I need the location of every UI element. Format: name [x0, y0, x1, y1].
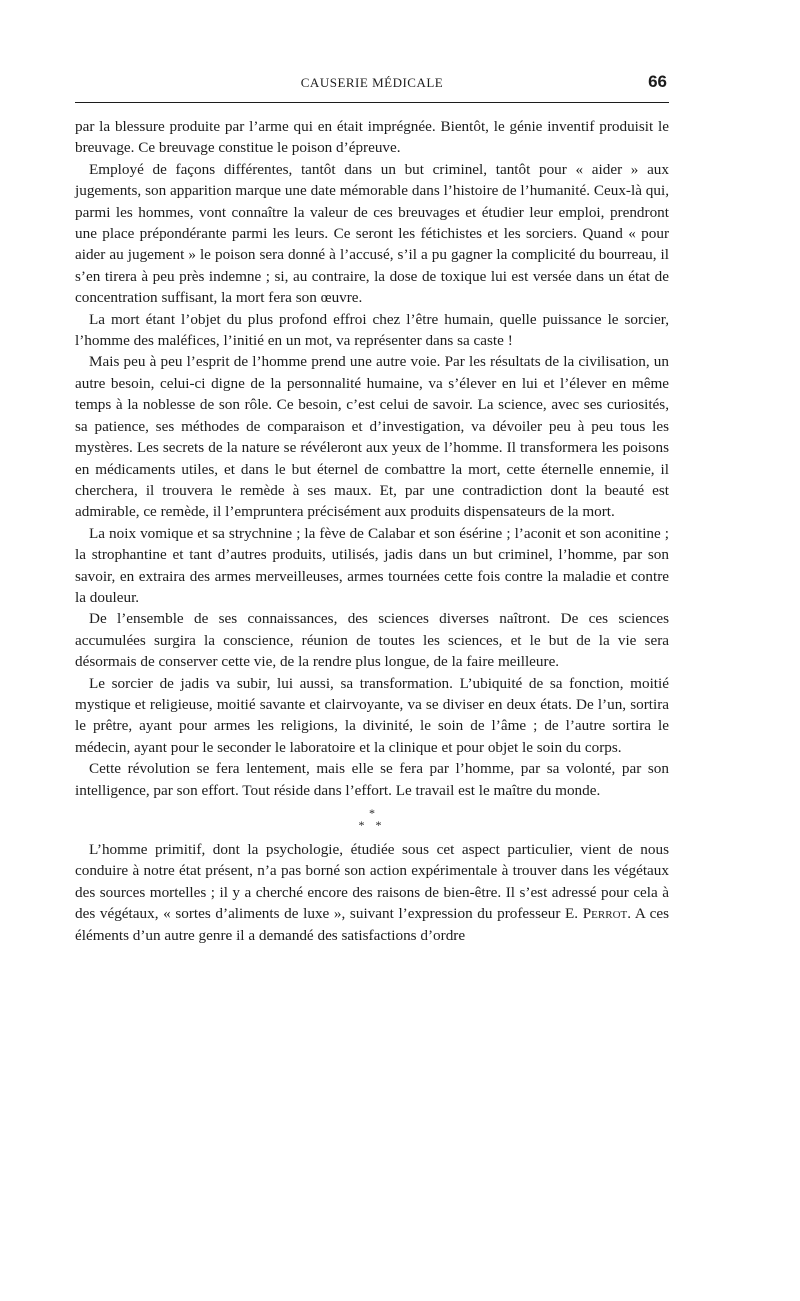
paragraph: Employé de façons différentes, tantôt dans un but criminel, tantôt pour « aider » aux jugements, son apparition marque une date mémorable dans l’histoire de l’humanité. Ceux-là qui, parmi les hommes, vont connaître la valeur de ces breuvages et étudier leur emploi, prendront une place prépondérante parmi les leurs. Ce seront les fétichistes et les sorciers. Quand « pour aider au jugement » le poison sera donné à l’accusé, s’il a pu gagner la complicité du bourreau, il s’en tirera à peu près indemne ; si, au contraire, la dose de toxique lui est versée dans un état de concentration suffisant, la mort fera son œuvre. — [75, 160, 669, 307]
paragraph: Le sorcier de jadis va subir, lui aussi, sa transformation. L’ubiquité de sa fonction, moitié mystique et religieuse, moitié savante et clairvoyante, va se diviser en deux états. De l’un, sortira le prêtre, ayant pour armes les religions, la divinité, le soin de l’âme ; de l’autre sortira le médecin, ayant pour le seconder le laboratoire et la clinique et pour objet le soin du corps. — [75, 674, 669, 756]
running-title: CAUSERIE MÉDICALE — [300, 75, 444, 90]
header-rule — [75, 102, 669, 103]
paragraph: La mort étant l’objet du plus profond effroi chez l’être humain, quelle puissance le sorcier, l’homme des maléfices, l’initié en un mot, va représenter dans sa caste ! — [75, 310, 669, 350]
paragraph-continuation: par la blessure produite par l’arme qui en était imprégnée. Bientôt, le génie inventif produisit le breuvage. Ce breuvage constitue le poison d’épreuve. — [75, 118, 669, 157]
final-paragraph-lead: L’homme primitif, dont la psychologie, étudiée sous cet aspect particulier, vient de nous conduire à notre état présent, n’a pas borné son action expérimentale à trouver dans les végétaux des sources mortelles ; il y a cherché encore des raisons de bien-être. Il s’est adressé pour cela à des végétaux, « sortes d’aliments de luxe », suivant l’expression du professeur E. — [75, 841, 669, 923]
section-break-asterism — [75, 801, 669, 839]
running-header — [75, 72, 669, 98]
paragraph: Cette révolution se fera lentement, mais elle se fera par l’homme, par sa volonté, par son intelligence, par son effort. Tout réside dans l’effort. Le travail est le maître du monde. — [75, 760, 669, 799]
body-text — [75, 116, 669, 946]
author-name: Perrot — [582, 905, 628, 923]
paragraph-final — [75, 839, 669, 946]
paragraph: Mais peu à peu l’esprit de l’homme prend une autre voie. Par les résultats de la civilisation, un autre besoin, celui-ci digne de la personnalité humaine, va s’élever en lui et l’élever en même temps à la noblesse de son rôle. Ce besoin, c’est celui de savoir. La science, avec ses curiosités, sa patience, ses méthodes de comparaison et d’investigation, va dévoiler peu à peu tous les mystères. Les secrets de la nature se révéleront aux yeux de l’homme. Il transformera les poisons en médicaments utiles, et dans le but éternel de combattre la mort, cette éternelle ennemie, il cherchera, il trouvera le remède à ses maux. Et, par une contradiction dont la beauté est admirable, ce remède, il l’empruntera précisément aux produits dispensateurs de la mort. — [75, 353, 669, 521]
asterism-top: * — [369, 806, 375, 820]
paragraph: La noix vomique et sa strychnine ; la fève de Calabar et son ésérine ; l’aconit et son aconitine ; la strophantine et tant d’autres produits, utilisés, jadis dans un but criminel, l’homme, par son savoir, en extraira des armes merveilleuses, armes tournées cette fois contre la maladie et contre la douleur. — [75, 524, 669, 606]
paragraph: De l’ensemble de ses connaissances, des sciences diverses naîtront. De ces sciences accumulées surgira la conscience, réunion de toutes les sciences, et le but de la vie sera désormais de conserver cette vie, de la rendre plus longue, de la faire meilleure. — [75, 610, 669, 671]
final-paragraph-tail: . A ces éléments d’un autre genre il a demandé des satisfactions d’ordre — [75, 905, 669, 944]
page-number: 66 — [648, 72, 667, 91]
asterism-bottom: * * — [358, 818, 386, 832]
